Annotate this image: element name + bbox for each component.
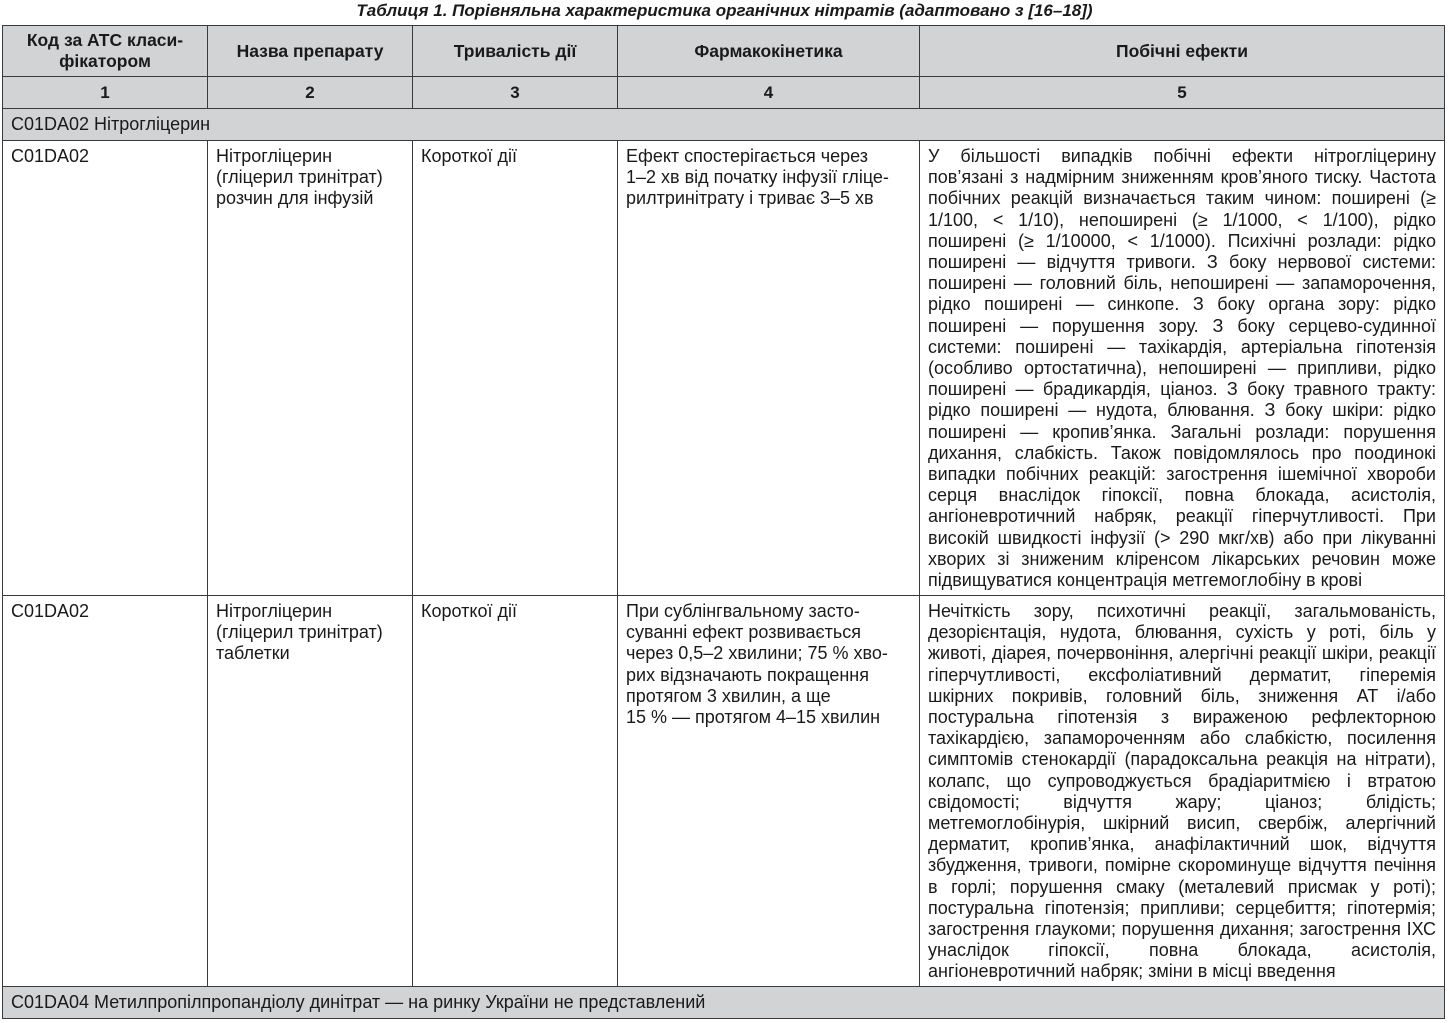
column-header-pharmacokinetics: Фармакокінетика bbox=[618, 26, 920, 77]
column-number-1: 1 bbox=[3, 77, 208, 109]
column-number-row bbox=[3, 77, 1445, 109]
side-effects-cell: У більшості випадків побічні ефекти нітрогліцерину пов’язані з надмірним зниженням кров’яного тиску. Частота побічних реакцій визначається таким чином: поширені (≥ 1/100, < 1/10), непоширені (≥ 1/1000, < 1/100), рідко поширені (≥ 1/10000, < 1/1000). Психічні розлади: рідко поширені — відчуття тривоги. З боку нервової системи: поширені — головний біль, непоширені — запаморочення, рідко поширені — синкопе. З боку органа зору: рідко поширені — порушення зору. З боку серцево-судинної системи: поширені — тахікардія, артеріальна гіпотензія (особливо ортостатична), непоширені — припливи, рідко поширені — брадикардія, ціаноз. З боку травного тракту: рідко поширені — нудота, блювання. З боку шкіри: рідко поширені — кропив’янка. Загальні розлади: порушення дихання, слабкість. Також повідомлялось про поодинокі випадки побічних реакцій: загострення ішемічної хвороби серця внаслідок гіпоксії, повна блокада, асистолія, ангіоневротичний набряк, реакції гіперчутливості. При високій швидкості інфузії (> 290 мкг/хв) або при лікуванні хворих зі зниженим кліренсом лікарських речовин може підвищуватися концентрація метгемоглобіну в крові bbox=[920, 141, 1445, 596]
group-title: C01DA04 Метилпропілпропандіолу динітрат — на ринку України не представлений bbox=[3, 987, 1445, 1019]
table-caption: Таблиця 1. Порівняльна характеристика органічних нітратів (адаптовано з [16–18]) bbox=[356, 1, 1093, 20]
column-header-side-effects: Побічні ефекти bbox=[920, 26, 1445, 77]
drug-name-cell: Нітрогліцерин (гліцерил тринітрат) таблетки bbox=[208, 596, 413, 987]
group-row bbox=[3, 109, 1445, 141]
side-effects-cell: Нечіткість зору, психотичні реакції, загальмованість, дезорієнтація, нудота, блювання, сухість у роті, біль у животі, діарея, почервоніння, алергічні реакції шкіри, реакції гіперчутливості, ексфоліативний дерматит, гіперемія шкірних покривів, головний біль, зниження АТ і/або постуральна гіпотензія з вираженою рефлекторною тахікардією, запамороченням або слабкістю, посилення симптомів стенокардії (парадоксальна реакція на нітрати), колапс, що супроводжується брадіаритмією і втратою свідомості; відчуття жару; ціаноз; блідість; метгемоглобінурія, шкірний висип, свербіж, алергічний дерматит, кропив’янка, анафілактичний шок, відчуття збудження, тривоги, помірне скороминуще відчуття печіння в горлі; порушення смаку (металевий присмак у роті); постуральна гіпотензія; припливи; серцебиття; гіпотермія; загострення глаукоми; порушення дихання; загострення ІХС унаслідок гіпоксії, повна блокада, асистолія, ангіоневротичний набряк; зміни в місці введення bbox=[920, 596, 1445, 987]
drug-name-cell: Нітрогліцерин (гліцерил тринітрат) розчин для інфузій bbox=[208, 141, 413, 596]
duration-cell: Короткої дії bbox=[413, 141, 618, 596]
group-title: C01DA02 Нітрогліцерин bbox=[3, 109, 1445, 141]
pharmacokinetics-cell: Ефект спостерігається через 1–2 хв від початку інфузії гліце- рилтринітрату і триває 3–5 хв bbox=[618, 141, 920, 596]
column-header-duration: Тривалість дії bbox=[413, 26, 618, 77]
atc-code-cell: C01DA02 bbox=[3, 141, 208, 596]
column-number-4: 4 bbox=[618, 77, 920, 109]
column-header-drug-name: Назва препарату bbox=[208, 26, 413, 77]
column-number-2: 2 bbox=[208, 77, 413, 109]
nitrates-table bbox=[2, 25, 1445, 1019]
group-row bbox=[3, 987, 1445, 1019]
table-header-row bbox=[3, 26, 1445, 77]
column-number-3: 3 bbox=[413, 77, 618, 109]
column-header-atc-code: Код за АТС класи- фікатором bbox=[3, 26, 208, 77]
pharmacokinetics-cell: При сублінгвальному засто- суванні ефект розвивається через 0,5–2 хвилини; 75 % хво- рих відзначають покращення протягом 3 хвилин, а ще 15 % — протягом 4–15 хвилин bbox=[618, 596, 920, 987]
table-row bbox=[3, 141, 1445, 596]
table-row bbox=[3, 596, 1445, 987]
duration-cell: Короткої дії bbox=[413, 596, 618, 987]
atc-code-cell: C01DA02 bbox=[3, 596, 208, 987]
column-number-5: 5 bbox=[920, 77, 1445, 109]
